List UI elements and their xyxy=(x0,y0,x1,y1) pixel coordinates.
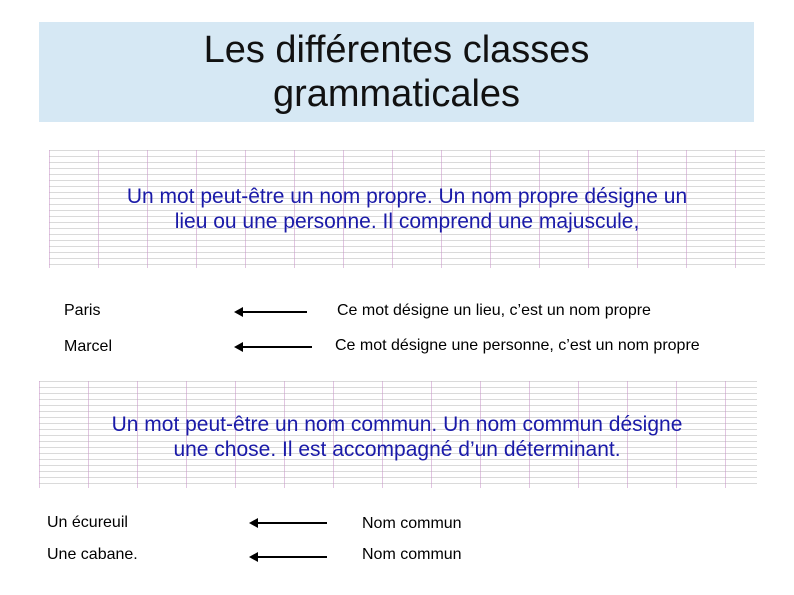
definition-line-1: Un mot peut-être un nom commun. Un nom commun désigne xyxy=(111,413,683,436)
example-description: Ce mot désigne une personne, c’est un nom propre xyxy=(335,337,700,354)
definition-line-1: Un mot peut-être un nom propre. Un nom propre désigne un xyxy=(126,185,688,208)
left-arrow-icon xyxy=(242,346,312,348)
left-arrow-icon xyxy=(257,522,327,524)
example-word: Un écureuil xyxy=(47,514,128,531)
example-description: Nom commun xyxy=(362,546,462,563)
title-box xyxy=(39,22,754,122)
title-line-2: grammaticales xyxy=(272,73,521,115)
definition-line-2: lieu ou une personne. Il comprend une majuscule, xyxy=(174,210,640,233)
title-line-1: Les différentes classes xyxy=(203,29,590,71)
common-noun-definition xyxy=(30,412,764,462)
left-arrow-icon xyxy=(242,311,307,313)
proper-noun-definition xyxy=(49,184,765,234)
example-description: Nom commun xyxy=(362,515,462,532)
definition-line-2: une chose. Il est accompagné d’un déterminant. xyxy=(173,438,621,461)
example-word: Marcel xyxy=(64,338,113,355)
page-title xyxy=(39,28,754,116)
left-arrow-icon xyxy=(257,556,327,558)
example-word: Paris xyxy=(64,302,101,319)
example-description: Ce mot désigne un lieu, c’est un nom propre xyxy=(337,302,651,319)
example-word: Une cabane. xyxy=(47,546,138,563)
